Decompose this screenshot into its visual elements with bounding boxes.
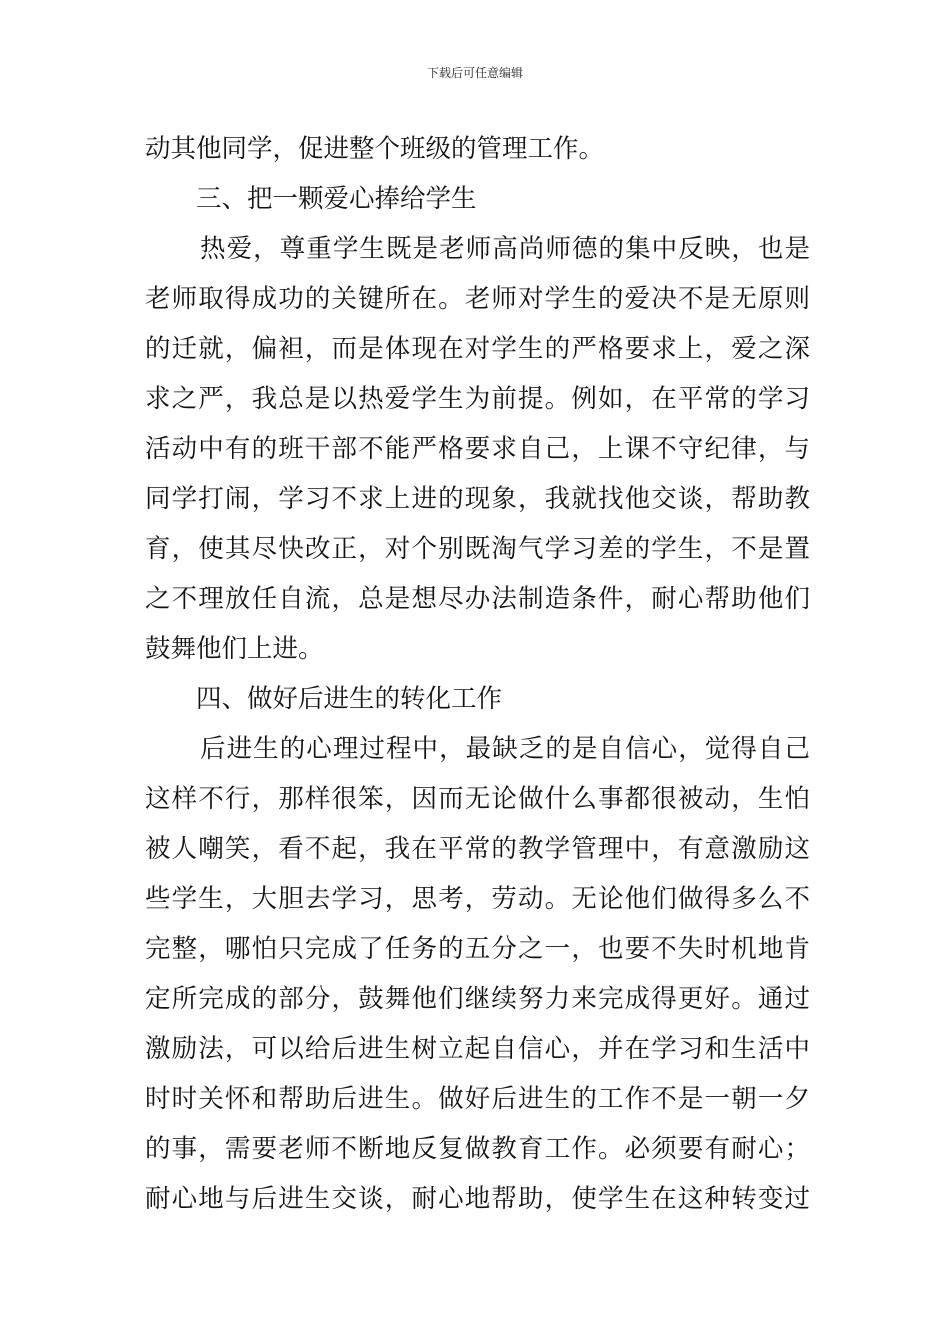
paragraph-line: 后进生的心理过程中，最缺乏的是自信心，觉得自己 bbox=[200, 734, 810, 764]
paragraph-line: 被人嘲笑，看不起，我在平常的教学管理中，有意激励这 bbox=[145, 834, 810, 864]
paragraph-line: 求之严，我总是以热爱学生为前提。例如，在平常的学习 bbox=[145, 384, 810, 414]
paragraph-line: 之不理放任自流，总是想尽办法制造条件，耐心帮助他们 bbox=[145, 584, 810, 614]
page-header: 下载后可任意编辑 bbox=[426, 66, 523, 80]
paragraph-line: 时时关怀和帮助后进生。做好后进生的工作不是一朝一夕 bbox=[145, 1084, 810, 1114]
paragraph-line: 育，使其尽快改正，对个别既淘气学习差的学生，不是置 bbox=[145, 534, 810, 564]
section-heading: 四、做好后进生的转化工作 bbox=[196, 684, 503, 714]
paragraph-line: 激励法，可以给后进生树立起自信心，并在学习和生活中 bbox=[145, 1034, 810, 1064]
paragraph-line: 老师取得成功的关键所在。老师对学生的爱决不是无原则 bbox=[145, 284, 810, 314]
paragraph-line: 的迁就，偏袒，而是体现在对学生的严格要求上，爱之深 bbox=[145, 334, 810, 364]
paragraph-line: 的事，需要老师不断地反复做教育工作。必须要有耐心； bbox=[145, 1134, 810, 1164]
paragraph-line: 鼓舞他们上进。 bbox=[145, 634, 324, 664]
section-heading: 三、把一颗爱心捧给学生 bbox=[196, 184, 477, 214]
paragraph-line: 热爱，尊重学生既是老师高尚师德的集中反映，也是 bbox=[200, 234, 810, 264]
paragraph-line: 这样不行，那样很笨，因而无论做什么事都很被动，生怕 bbox=[145, 784, 810, 814]
document-body bbox=[145, 124, 810, 1224]
paragraph-line: 同学打闹，学习不求上进的现象，我就找他交谈，帮助教 bbox=[145, 484, 810, 514]
paragraph-line: 定所完成的部分，鼓舞他们继续努力来完成得更好。通过 bbox=[145, 984, 810, 1014]
paragraph-line: 些学生，大胆去学习，思考，劳动。无论他们做得多么不 bbox=[145, 884, 810, 914]
paragraph-line: 动其他同学，促进整个班级的管理工作。 bbox=[145, 134, 605, 164]
paragraph-line: 完整，哪怕只完成了任务的五分之一，也要不失时机地肯 bbox=[145, 934, 810, 964]
paragraph-line: 耐心地与后进生交谈，耐心地帮助，使学生在这种转变过 bbox=[145, 1184, 810, 1214]
paragraph-line: 活动中有的班干部不能严格要求自己，上课不守纪律，与 bbox=[145, 434, 810, 464]
